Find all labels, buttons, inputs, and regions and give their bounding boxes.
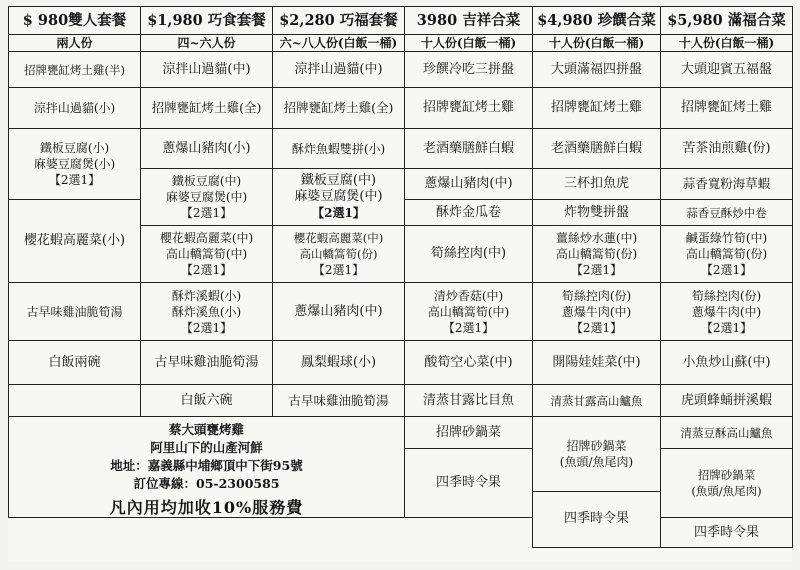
dish: 筍絲控肉(份)	[561, 288, 632, 303]
dish: 招牌砂鍋菜	[697, 468, 756, 482]
dish: 招牌甕缸烤土雞(半)	[9, 52, 141, 88]
choice-note: 【2選1】	[442, 320, 495, 335]
dish: 高山轎篙筍(份)	[299, 247, 378, 261]
choice-group	[9, 129, 141, 200]
choice-note: 【2選1】	[48, 173, 101, 187]
choice-note: 【2選1】	[180, 206, 233, 220]
dish: 蔥爆牛肉(中)	[691, 304, 762, 319]
dish: 酥炸溪蝦(小)	[171, 288, 242, 303]
set-4-people: 十人份(白飯一桶)	[405, 35, 533, 52]
dish: 蒜香寬粉海草蝦	[661, 169, 793, 200]
dish: 虎頭蜂蛹拼溪蝦	[661, 385, 793, 417]
dish: 酥炸金瓜卷	[405, 200, 533, 226]
dish: 清炒香菇(中)	[433, 288, 504, 303]
dish: 酸筍空心菜(中)	[405, 341, 533, 385]
dish: 苦茶油煎雞(份)	[661, 129, 793, 169]
dish: 招牌砂鍋菜	[566, 438, 627, 453]
dish: 珍饌冷吃三拼盤	[405, 52, 533, 88]
set-1-people: 兩人份	[9, 35, 141, 52]
dish: 招牌甕缸烤土雞	[405, 88, 533, 129]
store-name: 蔡大頭甕烤雞	[168, 422, 244, 437]
menu-sheet	[8, 6, 792, 562]
set-6-people: 十人份(白飯一桶)	[661, 35, 793, 52]
dish: 白飯兩碗	[9, 341, 141, 385]
set-5-people: 十人份(白飯一桶)	[533, 35, 661, 52]
dish: 老酒藥膳鮮白蝦	[533, 129, 661, 169]
dish: 古早味雞油脆筍湯	[141, 341, 273, 385]
dish: 筍絲控肉(中)	[405, 226, 533, 283]
store-phone: 訂位專線：05-2300585	[133, 476, 280, 491]
store-info	[9, 417, 405, 518]
dish: 招牌甕缸烤土雞	[533, 88, 661, 129]
dish: 蔥爆牛肉(中)	[561, 304, 632, 319]
choice-group	[273, 169, 405, 226]
dish: 高山轎篙筍(份)	[555, 247, 638, 261]
choice-group	[661, 283, 793, 341]
dish: 櫻花蝦高麗菜(小)	[9, 200, 141, 283]
choice-note: 【2選1】	[312, 263, 365, 277]
set-3-people: 六~八人份(白飯一桶)	[273, 35, 405, 52]
set-2-people: 四~六人份	[141, 35, 273, 52]
dish: 招牌砂鍋菜	[405, 417, 533, 449]
set-1-price: $ 980雙人套餐	[9, 7, 141, 35]
choice-group	[141, 226, 273, 283]
empty-cell	[9, 518, 405, 548]
dish: 四季時令果	[533, 491, 661, 548]
dish: 蔥爆山豬肉(中)	[273, 283, 405, 341]
choice-note: 【2選1】	[700, 320, 753, 335]
dish: 清蒸甘露比目魚	[405, 385, 533, 417]
choice-group	[273, 226, 405, 283]
dish: 清蒸豆酥高山鱸魚	[661, 417, 793, 449]
choice-note: 【2選1】	[700, 263, 753, 277]
set-price-row	[9, 7, 793, 35]
dish: 三杯扣魚虎	[533, 169, 661, 200]
dish: 麻婆豆腐煲(中)	[165, 190, 248, 204]
choice-group	[533, 283, 661, 341]
set-2-price: $1,980 巧食套餐	[141, 7, 273, 35]
dish: 酥炸魚蝦雙拼(小)	[273, 129, 405, 169]
set-6-price: $5,980 滿福合菜	[661, 7, 793, 35]
choice-note: 【2選1】	[570, 320, 623, 335]
set-4-price: 3980 吉祥合菜	[405, 7, 533, 35]
dish: 白飯六碗	[141, 385, 273, 417]
set-5-price: $4,980 珍饌合菜	[533, 7, 661, 35]
dish: 大頭滿福四拼盤	[533, 52, 661, 88]
dish: (魚頭/魚尾肉)	[559, 454, 634, 469]
dish: 鐵板豆腐(中)	[171, 174, 242, 188]
dish: 招牌甕缸烤土雞	[661, 88, 793, 129]
dish: 涼拌山過貓(小)	[9, 88, 141, 129]
choice-group	[533, 226, 661, 283]
choice-group	[141, 283, 273, 341]
dish: 四季時令果	[661, 518, 793, 548]
choice-group	[141, 169, 273, 226]
choice-group	[661, 449, 793, 518]
dish: 招牌甕缸烤土雞(全)	[273, 88, 405, 129]
dish: 四季時令果	[405, 449, 533, 518]
store-slogan: 阿里山下的山產河鮮	[150, 440, 263, 455]
dish: 古早味雞油脆筍湯	[273, 385, 405, 417]
empty-cell	[405, 518, 533, 548]
choice-note: 【2選1】	[570, 263, 623, 277]
dish: 炸物雙拼盤	[533, 200, 661, 226]
dish: 蒜香豆酥炒中卷	[661, 200, 793, 226]
dish: 薑絲炒水蓮(中)	[555, 231, 638, 245]
dish: 涼拌山過貓(中)	[141, 52, 273, 88]
dish: 鐵板豆腐(小)	[39, 141, 110, 155]
dish: 鐵板豆腐(中)	[300, 173, 377, 188]
dish: 古早味雞油脆筍湯	[9, 283, 141, 341]
dish: 鹹蛋綠竹筍(中)	[685, 231, 768, 245]
choice-note: 【2選1】	[180, 263, 233, 277]
dish: 開陽娃娃菜(中)	[533, 341, 661, 385]
choice-note: 【2選1】	[312, 206, 365, 220]
dish: 涼拌山過貓(中)	[273, 52, 405, 88]
dish: 招牌甕缸烤土雞(全)	[141, 88, 273, 129]
dish: 高山轎篙筍(份)	[685, 247, 768, 261]
dish: 麻婆豆腐煲(小)	[33, 157, 116, 171]
service-charge-notice: 凡內用均加收10%服務費	[109, 498, 304, 517]
dish: 高山轎篙筍(中)	[427, 304, 510, 319]
dish: 小魚炒山蘇(中)	[661, 341, 793, 385]
set-3-price: $2,280 巧福套餐	[273, 7, 405, 35]
dish: (魚頭/魚尾肉)	[691, 484, 762, 498]
dish: 櫻花蝦高麗菜(中)	[159, 231, 254, 245]
dish: 筍絲控肉(份)	[691, 288, 762, 303]
dish: 高山轎篙筍(中)	[165, 247, 248, 261]
dish: 大頭迎賓五福盤	[661, 52, 793, 88]
dish: 麻婆豆腐煲(中)	[294, 189, 383, 204]
store-address: 地址：嘉義縣中埔鄉頂中下街95號	[110, 458, 303, 473]
set-people-row	[9, 35, 793, 52]
dish: 櫻花蝦高麗菜(中)	[293, 231, 384, 245]
dish: 清蒸甘露高山鱸魚	[533, 385, 661, 417]
dish: 老酒藥膳鮮白蝦	[405, 129, 533, 169]
set-menu-table	[8, 6, 793, 548]
dish: 鳳梨蝦球(小)	[273, 341, 405, 385]
choice-group	[405, 283, 533, 341]
empty-cell	[9, 385, 141, 417]
dish: 酥炸溪魚(小)	[171, 304, 242, 319]
choice-note: 【2選1】	[180, 320, 233, 335]
dish: 蔥爆山豬肉(小)	[141, 129, 273, 169]
dish: 蔥爆山豬肉(中)	[405, 169, 533, 200]
choice-group	[533, 417, 661, 492]
choice-group	[661, 226, 793, 283]
